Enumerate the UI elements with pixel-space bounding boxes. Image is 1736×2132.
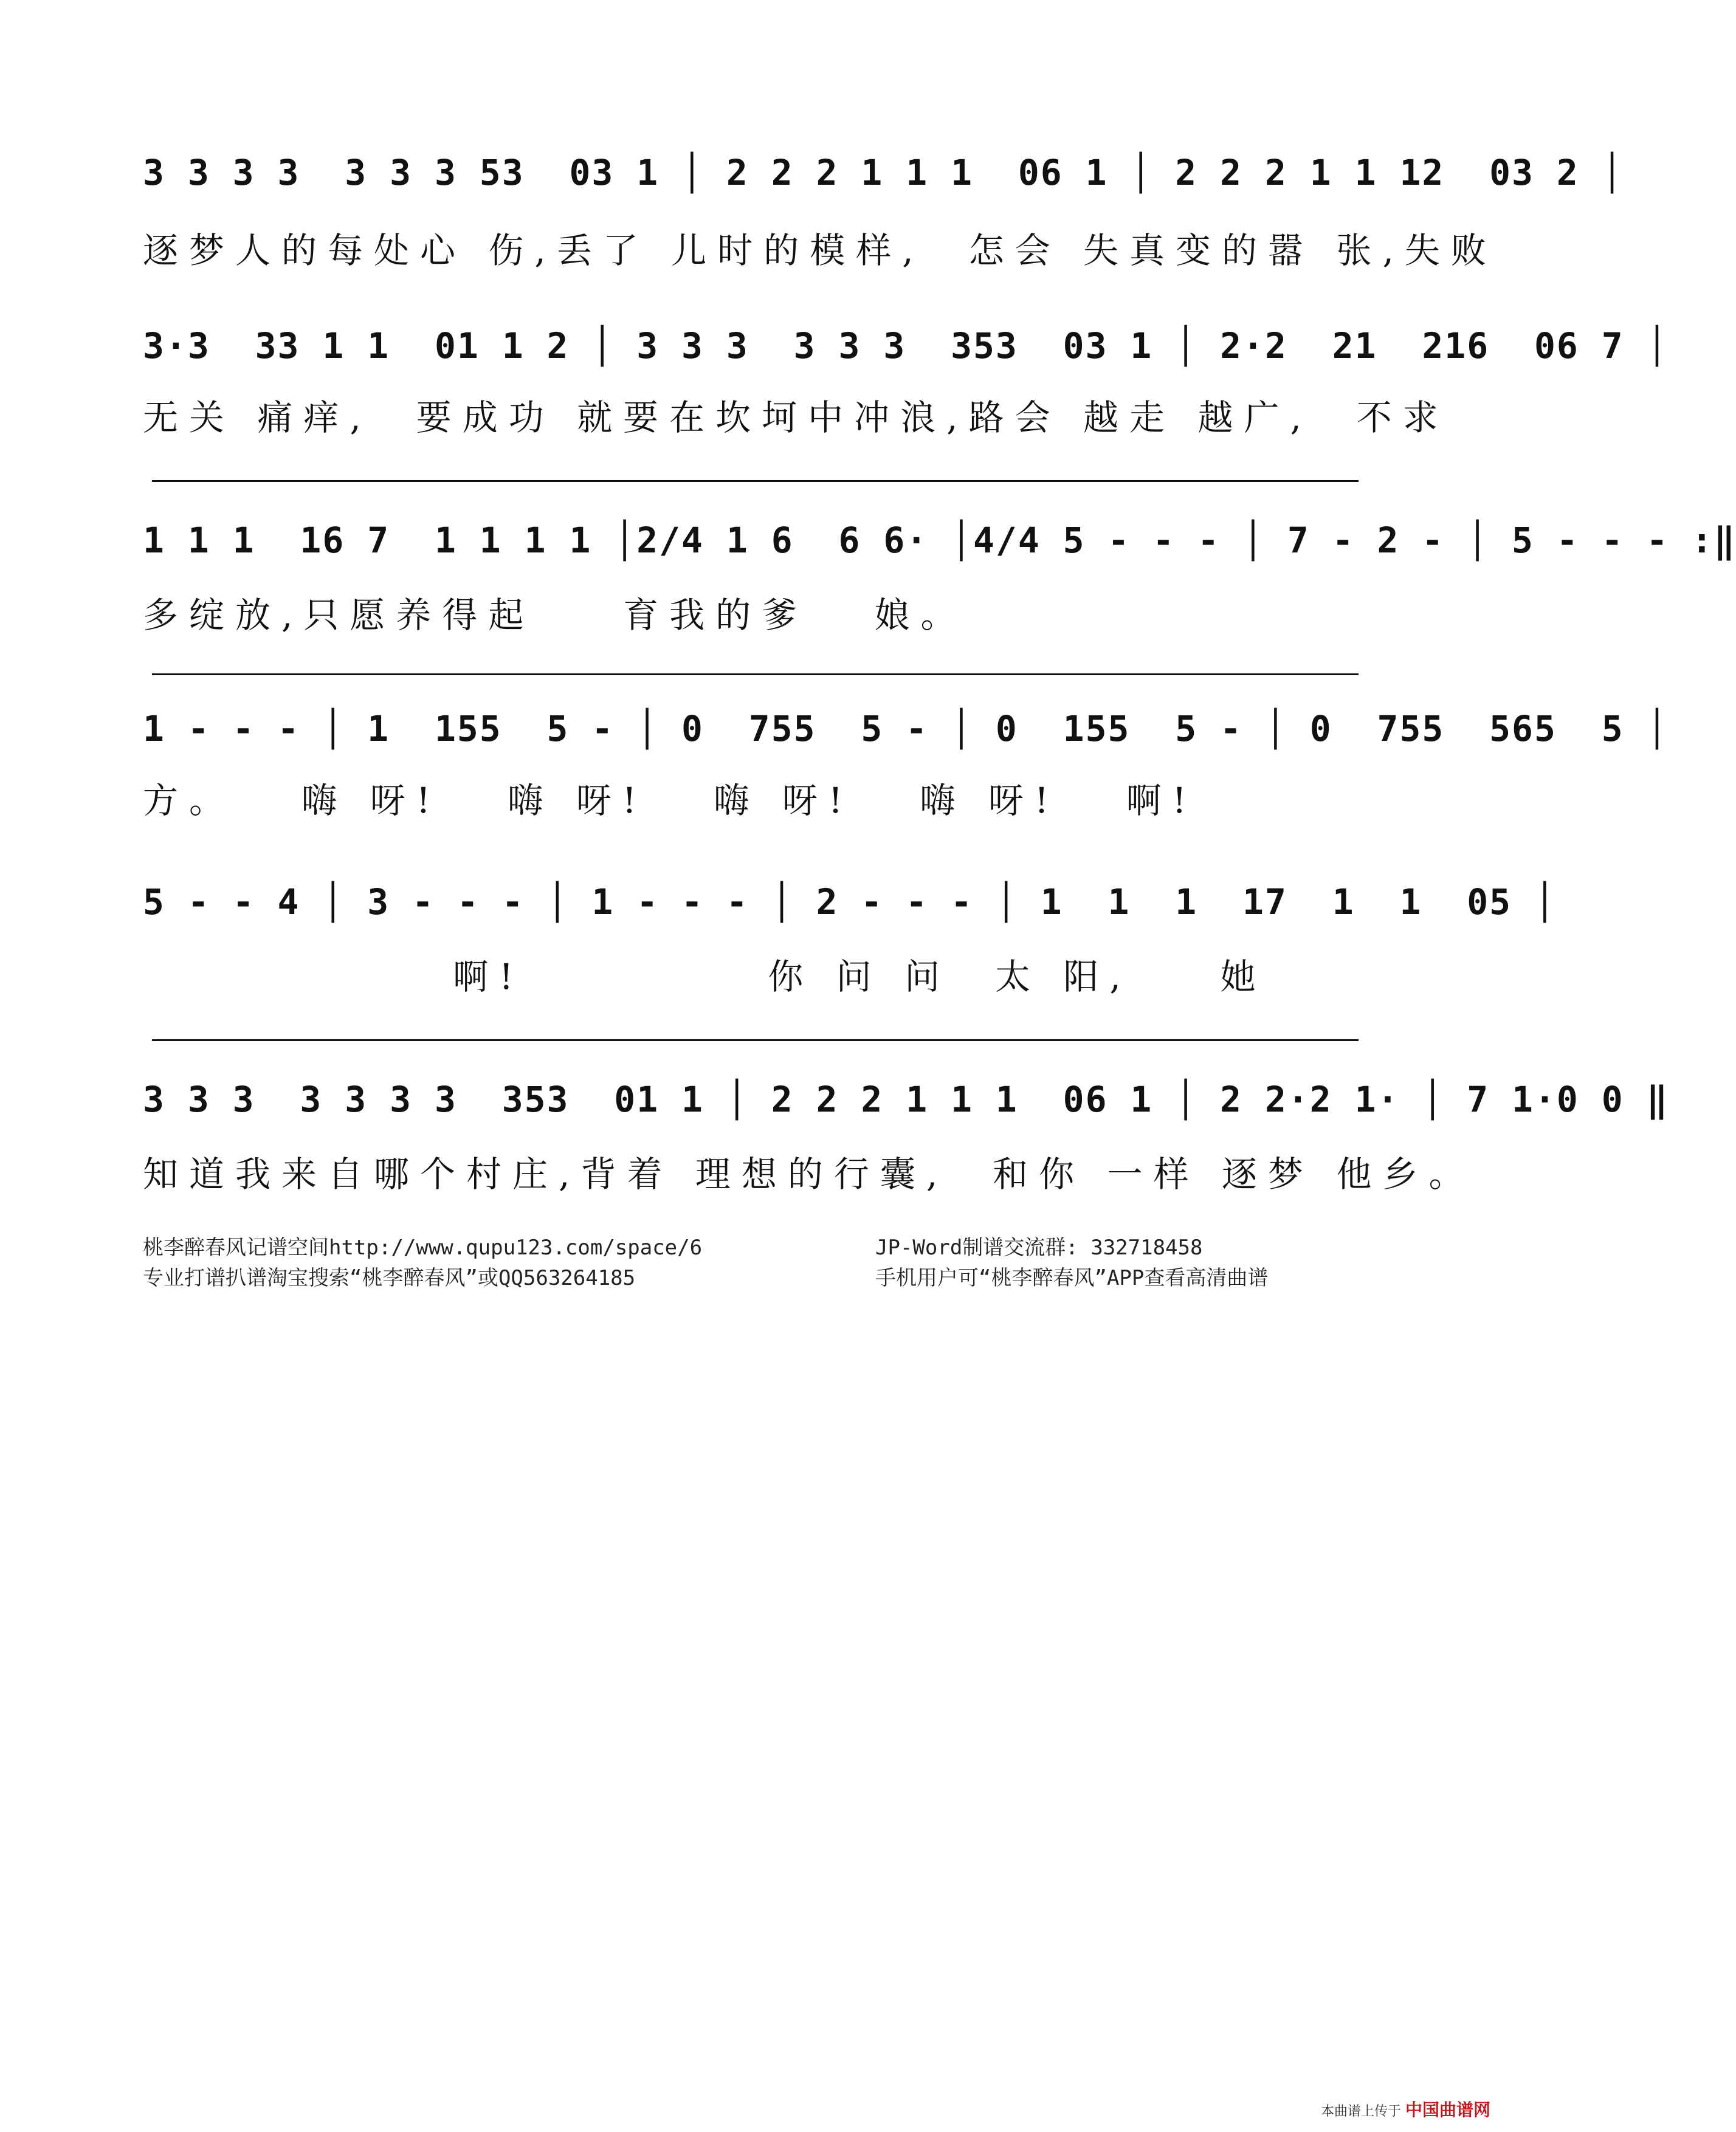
volta-bracket-line — [152, 673, 1359, 675]
lyrics-line: 方。 嗨 呀! 嗨 呀! 嗨 呀! 嗨 呀! 啊! — [143, 780, 1197, 821]
lyrics-line: 逐梦人的每处心 伤,丢了 儿时的模样, 怎会 失真变的嚣 张,失败 — [143, 230, 1497, 271]
watermark-prefix: 本曲谱上传于 — [1320, 2104, 1401, 2119]
watermark-brand: 中国曲谱网 — [1405, 2100, 1490, 2120]
footer-left-line-1: 桃李醉春风记谱空间http://www.qupu123.com/space/6 — [143, 1236, 703, 1260]
repeat-bracket-line — [152, 480, 1359, 482]
lyrics-line: 啊! 你 问 问 太 阳, 她 — [143, 956, 1267, 997]
slur-line — [152, 1039, 1359, 1041]
lyrics-line: 无关 痛痒, 要成功 就要在坎坷中冲浪,路会 越走 越广, 不求 — [143, 397, 1449, 438]
notation-line: 3·3 33 1 1 01 1 2 │ 3 3 3 3 3 3 353 03 1 │ 2·2 21 216 06 7 │ — [143, 325, 1669, 366]
footer-right-line-1: JP-Word制谱交流群: 332718458 — [875, 1236, 1203, 1260]
notation-line: 5 - - 4 │ 3 - - - │ 1 - - - │ 2 - - - │ 1 1 1 17 1 1 05 │ — [143, 881, 1557, 923]
notation-line: 3 3 3 3 3 3 3 53 03 1 │ 2 2 2 1 1 1 06 1 │ 2 2 2 1 1 12 03 2 │ — [143, 152, 1624, 193]
notation-line: 3 3 3 3 3 3 3 353 01 1 │ 2 2 2 1 1 1 06 1 │ 2 2·2 1· │ 7 1·0 0 ‖ — [143, 1079, 1669, 1120]
notation-line: 1 - - - │ 1 155 5 - │ 0 755 5 - │ 0 155 5 - │ 0 755 565 5 │ — [143, 708, 1669, 749]
notation-line: 1 1 1 16 7 1 1 1 1 │2/4 1 6 6 6· │4/4 5 - - - │ 7 - 2 - │ 5 - - - :‖ — [143, 520, 1736, 561]
lyrics-line: 多绽放,只愿养得起 育我的爹 娘。 — [143, 594, 967, 636]
lyrics-line: 知道我来自哪个村庄,背着 理想的行囊, 和你 一样 逐梦 他乡。 — [143, 1154, 1475, 1195]
site-watermark — [1321, 2097, 1490, 2121]
footer-left-line-2: 专业打谱扒谱淘宝搜索“桃李醉春风”或QQ563264185 — [143, 1266, 636, 1290]
footer-right-line-2: 手机用户可“桃李醉春风”APP查看高清曲谱 — [875, 1266, 1269, 1290]
